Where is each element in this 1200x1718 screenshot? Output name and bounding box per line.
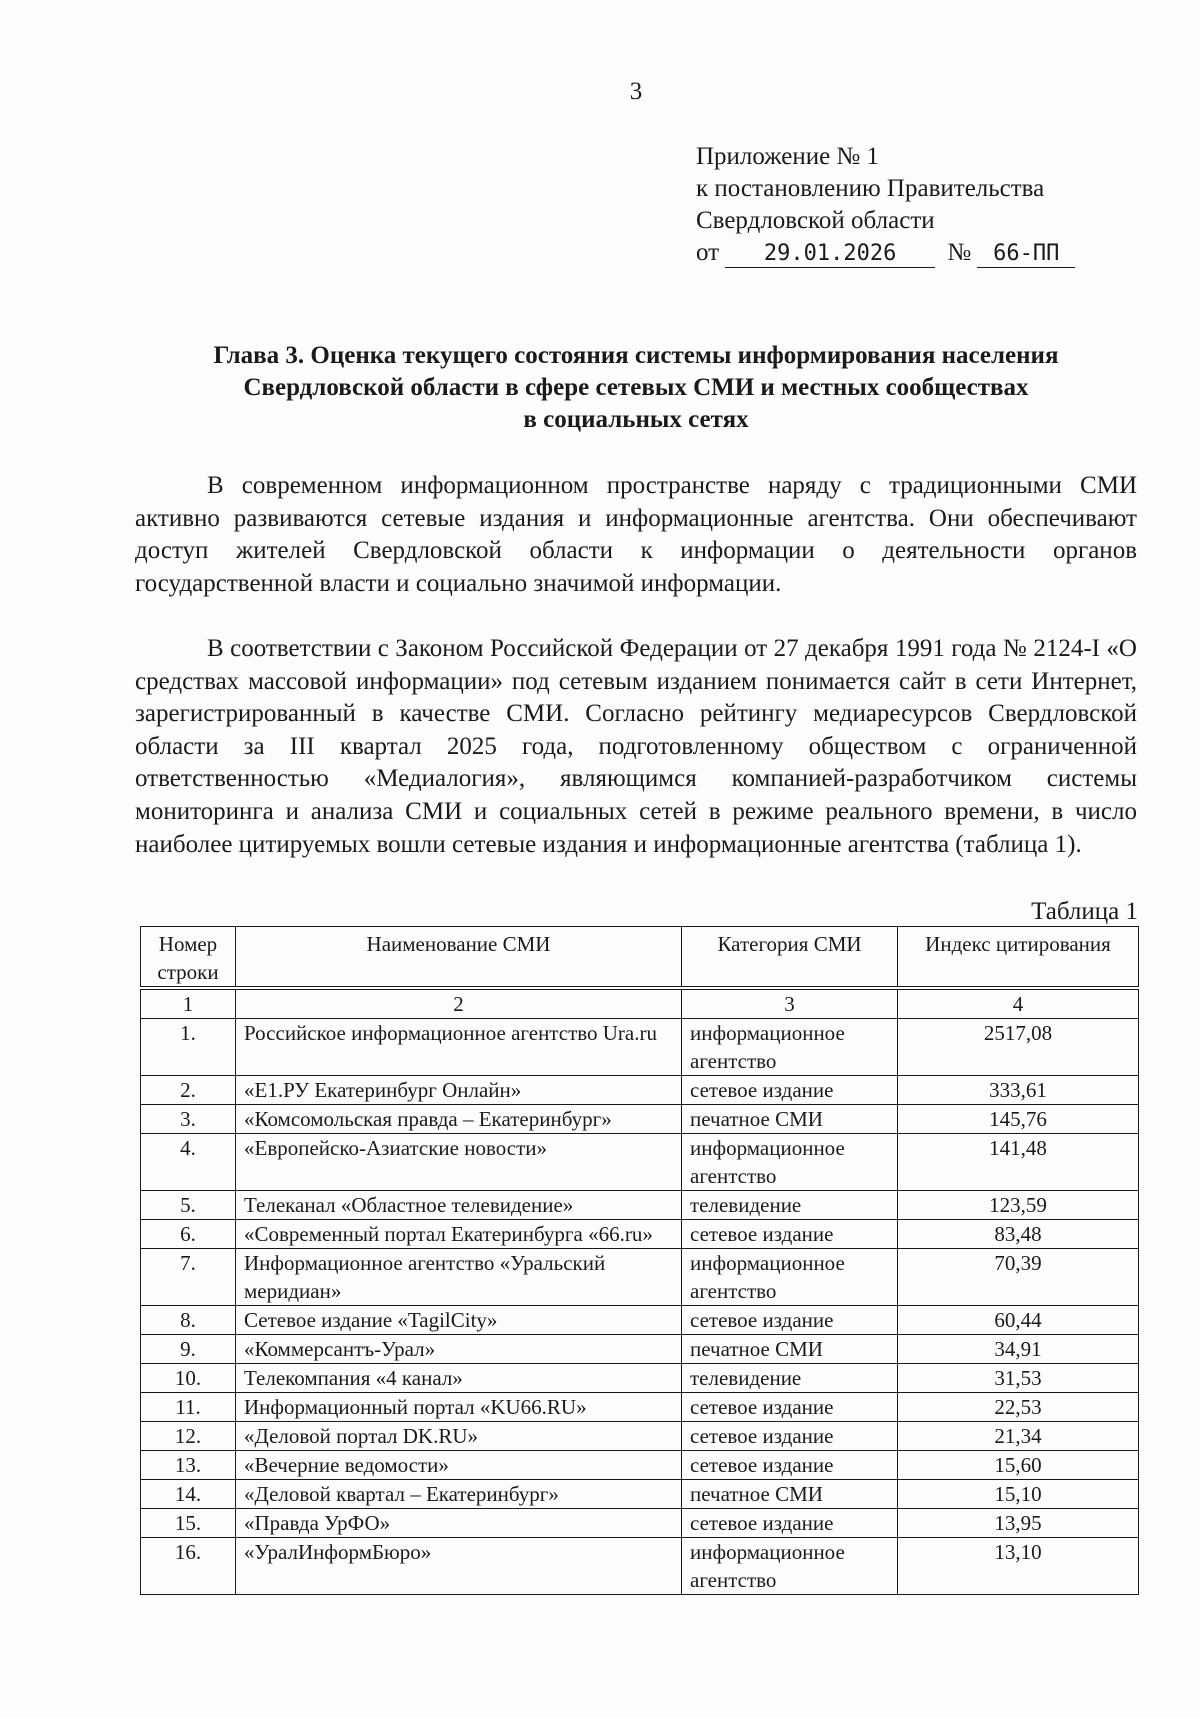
decree-number: 66-ПП [977, 241, 1075, 268]
date-prefix: от [696, 239, 720, 266]
media-category-cell: печатное СМИ [682, 1335, 898, 1364]
paragraph-2: В соответствии с Законом Российской Федерации от 27 декабря 1991 года № 2124-I «О средствах массовой информации» под сетевым изданием понимается сайт в сети Интернет, зарегистрированный в качестве СМИ. Согласно рейтингу медиаресурсов Свердловской области за III квартал 2025 года, подготовленному обществом с ограниченной ответственностью «Медиалогия», являющимся компанией-разработчиком системы мониторинга и анализа СМИ и социальных сетей в режиме реального времени, в число наиболее цитируемых вошли сетевые издания и информационные агентства (таблица 1). [135, 635, 1137, 858]
appendix-date-line [696, 237, 1075, 269]
table-header-row [141, 927, 1139, 989]
citation-index-cell: 83,48 [898, 1220, 1139, 1249]
media-name-cell: «Правда УрФО» [236, 1509, 682, 1538]
media-category-cell: сетевое издание [682, 1393, 898, 1422]
table-row [141, 1509, 1139, 1538]
row-number-cell: 11. [141, 1393, 236, 1422]
decree-date: 29.01.2026 [725, 241, 935, 268]
table-row [141, 1191, 1139, 1220]
table-row [141, 1538, 1139, 1595]
citation-index-cell: 141,48 [898, 1134, 1139, 1191]
row-number-cell: 2. [141, 1076, 236, 1105]
table-row [141, 1249, 1139, 1306]
table-row [141, 1019, 1139, 1076]
media-name-cell: «Коммерсантъ-Урал» [236, 1335, 682, 1364]
citation-index-cell: 15,10 [898, 1480, 1139, 1509]
citation-index-cell: 21,34 [898, 1422, 1139, 1451]
table-row [141, 1134, 1139, 1191]
table-row [141, 1220, 1139, 1249]
table-row [141, 1364, 1139, 1393]
table-caption: Таблица 1 [1031, 898, 1138, 925]
media-category-cell: печатное СМИ [682, 1480, 898, 1509]
row-number-cell: 6. [141, 1220, 236, 1249]
table-body [141, 1019, 1139, 1595]
header-media-name: Наименование СМИ [236, 927, 682, 989]
media-name-cell: Телекомпания «4 канал» [236, 1364, 682, 1393]
appendix-line-3: Свердловской области [696, 207, 935, 234]
citation-index-cell: 60,44 [898, 1306, 1139, 1335]
media-category-cell: информационное агентство [682, 1249, 898, 1306]
citation-index-cell: 145,76 [898, 1105, 1139, 1134]
media-name-cell: «Комсомольская правда – Екатеринбург» [236, 1105, 682, 1134]
row-number-cell: 13. [141, 1451, 236, 1480]
media-category-cell: телевидение [682, 1364, 898, 1393]
row-number-cell: 12. [141, 1422, 236, 1451]
chapter-title-line-3: в социальных сетях [523, 406, 749, 433]
column-index: 2 [236, 988, 682, 1019]
table-row [141, 1393, 1139, 1422]
media-category-cell: информационное агентство [682, 1538, 898, 1595]
media-name-cell: Российское информационное агентство Ura.ru [236, 1019, 682, 1076]
header-citation-index: Индекс цитирования [898, 927, 1139, 989]
number-prefix: № [947, 239, 972, 266]
appendix-line-1: Приложение № 1 [696, 143, 880, 170]
citation-index-cell: 22,53 [898, 1393, 1139, 1422]
chapter-title-line-1: Глава 3. Оценка текущего состояния системы информирования населения [213, 342, 1059, 369]
media-name-cell: «Деловой портал DK.RU» [236, 1422, 682, 1451]
media-category-cell: печатное СМИ [682, 1105, 898, 1134]
row-number-cell: 10. [141, 1364, 236, 1393]
media-category-cell: информационное агентство [682, 1019, 898, 1076]
media-name-cell: Информационный портал «KU66.RU» [236, 1393, 682, 1422]
chapter-title [135, 340, 1137, 436]
media-name-cell: «Е1.РУ Екатеринбург Онлайн» [236, 1076, 682, 1105]
citation-index-cell: 123,59 [898, 1191, 1139, 1220]
header-media-category: Категория СМИ [682, 927, 898, 989]
row-number-cell: 16. [141, 1538, 236, 1595]
column-index: 1 [141, 988, 236, 1019]
media-category-cell: сетевое издание [682, 1306, 898, 1335]
media-name-cell: Сетевое издание «TagilCity» [236, 1306, 682, 1335]
table-row [141, 1335, 1139, 1364]
citation-index-cell: 31,53 [898, 1364, 1139, 1393]
chapter-title-line-2: Свердловской области в сфере сетевых СМИ и местных сообществах [243, 374, 1029, 401]
media-category-cell: сетевое издание [682, 1076, 898, 1105]
row-number-cell: 1. [141, 1019, 236, 1076]
row-number-cell: 8. [141, 1306, 236, 1335]
column-index: 4 [898, 988, 1139, 1019]
row-number-cell: 3. [141, 1105, 236, 1134]
media-category-cell: сетевое издание [682, 1509, 898, 1538]
media-name-cell: «Вечерние ведомости» [236, 1451, 682, 1480]
row-number-cell: 9. [141, 1335, 236, 1364]
media-category-cell: сетевое издание [682, 1220, 898, 1249]
table-row [141, 1076, 1139, 1105]
table-row [141, 1422, 1139, 1451]
media-category-cell: сетевое издание [682, 1451, 898, 1480]
row-number-cell: 7. [141, 1249, 236, 1306]
media-name-cell: «Деловой квартал – Екатеринбург» [236, 1480, 682, 1509]
citation-index-cell: 13,10 [898, 1538, 1139, 1595]
table-row [141, 1451, 1139, 1480]
media-category-cell: сетевое издание [682, 1422, 898, 1451]
table-row [141, 1480, 1139, 1509]
media-rating-table [140, 926, 1139, 1595]
table-column-index-row [141, 988, 1139, 1019]
appendix-line-2: к постановлению Правительства [696, 175, 1045, 202]
citation-index-cell: 13,95 [898, 1509, 1139, 1538]
media-name-cell: Информационное агентство «Уральский меридиан» [236, 1249, 682, 1306]
row-number-cell: 4. [141, 1134, 236, 1191]
page-number: 3 [629, 78, 643, 105]
table-row [141, 1306, 1139, 1335]
paragraph-1: В современном информационном пространстве наряду с традиционными СМИ активно развиваются сетевые издания и информационные агентства. Они обеспечивают доступ жителей Свердловской области к информации о деятельности органов государственной власти и социально значимой информации. [135, 472, 1137, 597]
media-name-cell: Телеканал «Областное телевидение» [236, 1191, 682, 1220]
media-name-cell: «УралИнформБюро» [236, 1538, 682, 1595]
media-name-cell: «Современный портал Екатеринбурга «66.ru» [236, 1220, 682, 1249]
citation-index-cell: 2517,08 [898, 1019, 1139, 1076]
row-number-cell: 15. [141, 1509, 236, 1538]
citation-index-cell: 333,61 [898, 1076, 1139, 1105]
header-row-number: Номер строки [141, 927, 236, 989]
row-number-cell: 5. [141, 1191, 236, 1220]
row-number-cell: 14. [141, 1480, 236, 1509]
table-row [141, 1105, 1139, 1134]
media-category-cell: телевидение [682, 1191, 898, 1220]
appendix-block [696, 141, 1075, 269]
media-name-cell: «Европейско-Азиатские новости» [236, 1134, 682, 1191]
column-index: 3 [682, 988, 898, 1019]
media-category-cell: информационное агентство [682, 1134, 898, 1191]
citation-index-cell: 34,91 [898, 1335, 1139, 1364]
citation-index-cell: 15,60 [898, 1451, 1139, 1480]
citation-index-cell: 70,39 [898, 1249, 1139, 1306]
